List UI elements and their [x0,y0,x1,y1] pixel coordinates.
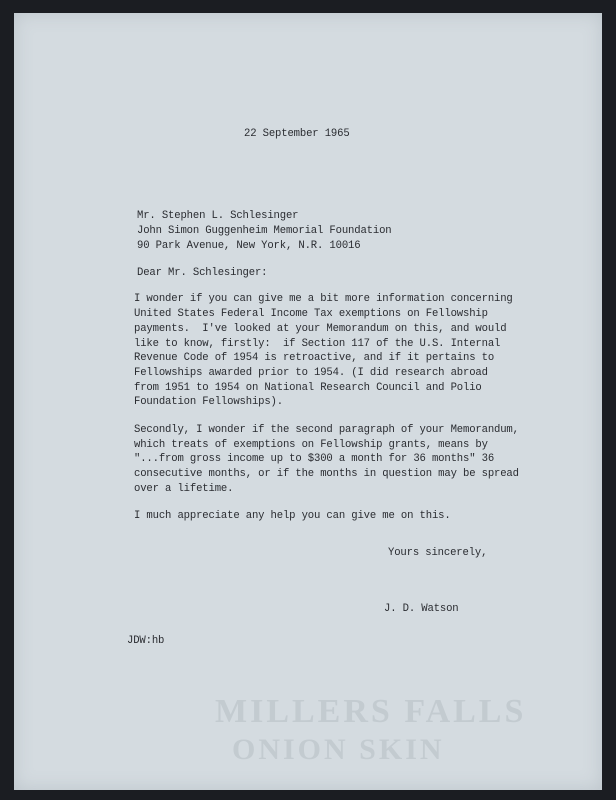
recipient-address: 90 Park Avenue, New York, N.R. 10016 [137,240,361,252]
paragraph-line: consecutive months, or if the months in question may be spread [134,468,519,480]
paragraph-3: I much appreciate any help you can give me on this. [134,510,451,522]
typist-initials: JDW:hb [127,635,165,647]
paragraph-line: Foundation Fellowships). [134,396,283,408]
closing: Yours sincerely, [388,547,488,559]
paragraph-line: Revenue Code of 1954 is retroactive, and if it pertains to [134,352,495,364]
paragraph-line: from 1951 to 1954 on National Research Council and Polio [134,382,482,394]
paragraph-line: over a lifetime. [134,483,234,495]
paragraph-line: I wonder if you can give me a bit more information concerning [134,293,513,305]
letter-date: 22 September 1965 [244,128,350,140]
salutation: Dear Mr. Schlesinger: [137,267,268,279]
paragraph-line: United States Federal Income Tax exemptions on Fellowship [134,308,488,320]
paragraph-line: like to know, firstly: if Section 117 of the U.S. Internal [134,338,501,350]
signature: J. D. Watson [384,603,459,615]
paragraph-line: Secondly, I wonder if the second paragraph of your Memorandum, [134,424,519,436]
recipient-name: Mr. Stephen L. Schlesinger [137,210,299,222]
recipient-organization: John Simon Guggenheim Memorial Foundation [137,225,392,237]
watermark-line-2: ONION SKIN [232,733,445,766]
paragraph-line: Fellowships awarded prior to 1954. (I did research abroad [134,367,488,379]
paragraph-line: payments. I've looked at your Memorandum on this, and would [134,323,507,335]
watermark-line-1: MILLERS FALLS [215,693,527,730]
paragraph-line: "...from gross income up to $300 a month for 36 months" 36 [134,453,495,465]
paragraph-line: which treats of exemptions on Fellowship grants, means by [134,439,488,451]
